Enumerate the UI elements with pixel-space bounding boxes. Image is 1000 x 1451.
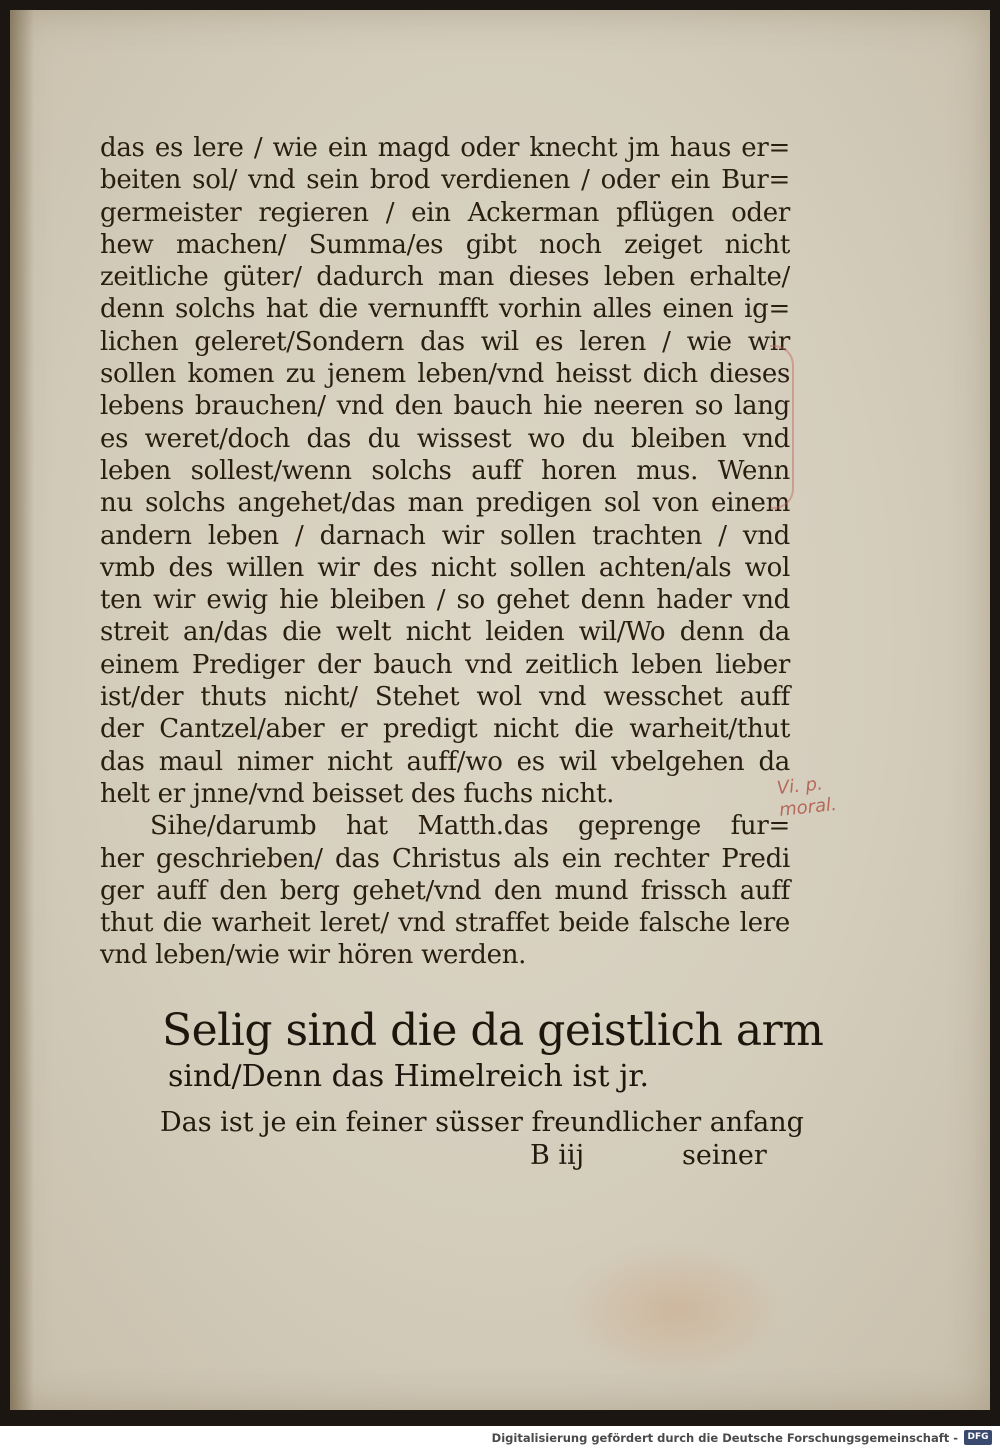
text-line: her geschrieben/ das Christus als ein rechter Predi	[100, 843, 790, 874]
catchword: seiner	[682, 1140, 767, 1171]
text-line: lebens brauchen/ vnd den bauch hie neeren so lang	[100, 391, 790, 422]
text-line: das es lere / wie ein magd oder knecht jm haus er=	[100, 133, 790, 163]
text-line: zeitliche güter/ dadurch man dieses leben erhalte/	[100, 262, 790, 293]
marginal-bracket	[770, 345, 794, 509]
text-line: sollen komen zu jenem leben/vnd heisst dich dieses	[100, 359, 790, 390]
text-line: denn solchs hat die vernunfft vorhin alles einen ig=	[100, 294, 790, 325]
marginal-note-line: moral.	[778, 793, 838, 821]
text-line: es weret/doch das du wissest wo du bleiben vnd	[100, 423, 790, 454]
page-gutter-shadow	[10, 10, 34, 1410]
text-line: einem Prediger der bauch vnd zeitlich leben lieber	[100, 649, 790, 680]
text-line: thut die warheit leret/ vnd straffet beide falsche lere	[100, 908, 790, 939]
body-text	[100, 132, 790, 972]
text-line: lichen geleret/Sondern das wil es leren / wie wir	[100, 326, 790, 357]
section-heading	[162, 1005, 824, 1097]
text-line: ger auff den berg gehet/vnd den mund frissch auff	[100, 875, 790, 906]
text-line: hew machen/ Summa/es gibt noch zeiget nicht	[100, 229, 790, 260]
text-line: ten wir ewig hie bleiben / so gehet denn hader vnd	[100, 585, 790, 616]
heading-line: Selig sind die da geistlich arm	[162, 1005, 824, 1056]
text-line: der Cantzel/aber er predigt nicht die warheit/thut	[100, 714, 790, 745]
text-line: germeister regieren / ein Ackerman pflügen oder	[100, 197, 790, 228]
text-line: andern leben / darnach wir sollen trachten / vnd	[100, 520, 790, 551]
text-line: ist/der thuts nicht/ Stehet wol vnd wesschet auff	[100, 682, 790, 713]
text-line: Sihe/darumb hat Matth.das geprenge fur=	[150, 811, 790, 842]
marginal-note	[776, 772, 838, 822]
text-line: beiten sol/ vnd sein brod verdienen / oder ein Bur=	[100, 165, 790, 196]
marginal-note-line: Vi. p.	[775, 773, 824, 800]
paper-stain	[560, 1240, 790, 1380]
footer-credit: Digitalisierung gefördert durch die Deutsche Forschungsgemeinschaft -	[491, 1431, 958, 1445]
next-paragraph: Das ist je ein feiner süsser freundlicher anfang	[160, 1107, 804, 1138]
footer-bar	[0, 1426, 1000, 1451]
text-line: vmb des willen wir des nicht sollen achten/als wol	[100, 552, 790, 583]
text-line: das maul nimer nicht auff/wo es wil vbelgehen da	[100, 746, 790, 777]
signature-mark: B iij	[530, 1140, 585, 1171]
text-line: helt er jnne/vnd beisset des fuchs nicht.	[100, 778, 615, 809]
text-line: vnd leben/wie wir hören werden.	[100, 940, 527, 971]
text-line: leben sollest/wenn solchs auff horen mus. Wenn	[100, 455, 790, 486]
dfg-logo-icon[interactable]: DFG	[964, 1430, 992, 1445]
heading-line: sind/Denn das Himelreich ist jr.	[168, 1059, 649, 1094]
text-line: streit an/das die welt nicht leiden wil/Wo denn da	[100, 617, 790, 648]
text-line: nu solchs angehet/das man predigen sol von einem	[100, 488, 790, 519]
